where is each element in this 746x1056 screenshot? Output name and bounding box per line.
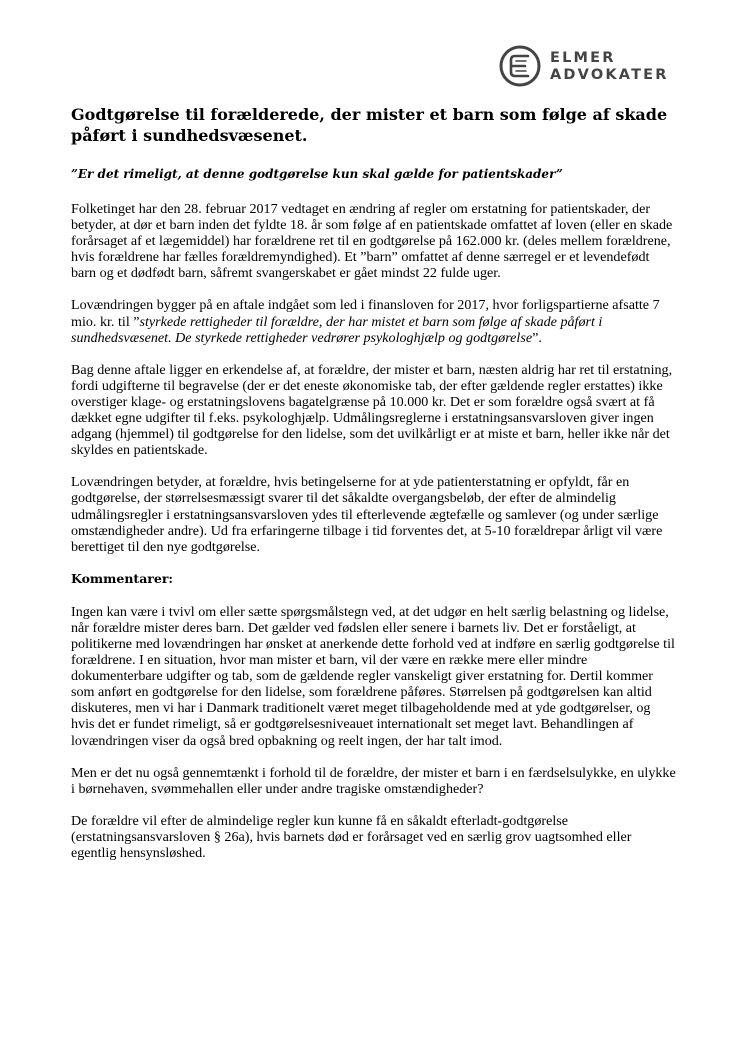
paragraph-6: Men er det nu også gennemtænkt i forhold til de forældre, der mister et barn i en færdselsulykke, en ulykke i børnehaven, svømmehallen eller under andre tragiske omstændigheder? (71, 764, 676, 797)
document-title: Godtgørelse til forælderede, der mister et barn som følge af skade påført i sundhedsvæsenet. (71, 105, 668, 145)
subtitle-quote: ”Er det rimeligt, at denne godtgørelse kun skal gælde for patientskader” (71, 167, 563, 181)
logo-line-1: ELMER (550, 50, 616, 66)
company-logo (498, 44, 688, 88)
paragraph-2-text: Lovændringen bygger på en aftale indgået som led i finansloven for 2017, hvor forligspartierne afsatte 7 mio. kr. til ” (71, 297, 660, 330)
paragraph-5: Ingen kan være i tvivl om eller sætte spørgsmålstegn ved, at det udgør en helt særlig belastning og lidelse, når forældre mister deres barn. Det gælder ved fødslen eller senere i barnets liv. Det er forståeligt, at politikerne med lovændringen har ønsket at anerkende dette forhold ved at indføre en særlig godtgørelse til forældrene. I en situation, hvor man mister et barn, vil der være en række mere eller mindre dokumenterbare udgifter og tab, som de gældende regler vanskeligt giver erstatning for. Dertil kommer som anført en godtgørelse for den lidelse, som forældrene påføres. Størrelsen på godtgørelsen kan altid diskuteres, men vi har i Danmark traditionelt været meget tilbageholdende med at yde godtgørelser, og hvis det er fundet rimeligt, så er godtgørelsesniveauet internationalt set meget lavt. Behandlingen af lovændringen viser da også bred opbakning og reelt ingen, der har talt imod. (71, 603, 675, 749)
paragraph-2 (71, 297, 677, 345)
document-body (71, 104, 677, 877)
elmer-e-circle-icon (498, 44, 542, 88)
logo-line-2: ADVOKATER (550, 66, 669, 83)
paragraph-7: De forældre vil efter de almindelige regler kun kunne få en såkaldt efterladt-godtgørelse (erstatningsansvarsloven § 26a), hvis barnets død er forårsaget ved en særlig grov uagtsomhed eller egentlig hensynsløshed. (71, 812, 632, 861)
logo-text (550, 50, 669, 83)
paragraph-3: Bag denne aftale ligger en erkendelse af, at forældre, der mister et barn, næsten aldrig har ret til erstatning, fordi udgifterne til begravelse (der er det eneste økonomiske tab, der efter gældende regler erstattes) ikke overstiger klage- og erstatningslovens bagatelgrænse på 10.000 kr. Det er som forældre også svært at få dækket egne udgifter til f.eks. psykologhjælp. Udmålingsreglerne i erstatningsansvarsloven giver ingen adgang (hjemmel) til godtgørelse for den lidelse, som det uvilkårligt er at miste et barn, heller ikke når det skyldes en patientskade. (71, 361, 673, 459)
paragraph-1: Folketinget har den 28. februar 2017 vedtaget en ændring af regler om erstatning for patientskader, der betyder, at dør et barn inden det fyldte 18. år som følge af en patientskade omfattet af loven (eller en skade forårsaget af et lægemiddel) har forældrene ret til en godtgørelse på 162.000 kr. (deles mellem forældrene, hvis forældrene har fælles forældremyndighed). Et ”barn” omfattet af denne særregel er et levendefødt barn og et dødfødt barn, såfremt svangerskabet er gået mindst 22 fulde uger. (71, 201, 673, 282)
paragraph-2-quote: styrkede rettigheder til forældre, der har mistet et barn som følge af skade påført i sundhedsvæsenet. De styrkede rettigheder vedrører psykologhjælp og godtgørelse (71, 313, 603, 346)
paragraph-4: Lovændringen betyder, at forældre, hvis betingelserne for at yde patienterstatning er opfyldt, får en godtgørelse, der størrelsesmæssigt svarer til det såkaldte overgangsbeløb, der efter de almindelig udmålingsregler i erstatningsansvarsloven ydes til efterlevende ægtefælle og samlever (og under særlige omstændigheder andre). Ud fra erfaringerne tilbage i tid forventes det, at 5-10 forældrepar årligt vil være berettiget til den nye godtgørelse. (71, 474, 663, 555)
paragraph-2-end: ”. (532, 329, 542, 346)
comments-heading: Kommentarer: (71, 570, 174, 586)
